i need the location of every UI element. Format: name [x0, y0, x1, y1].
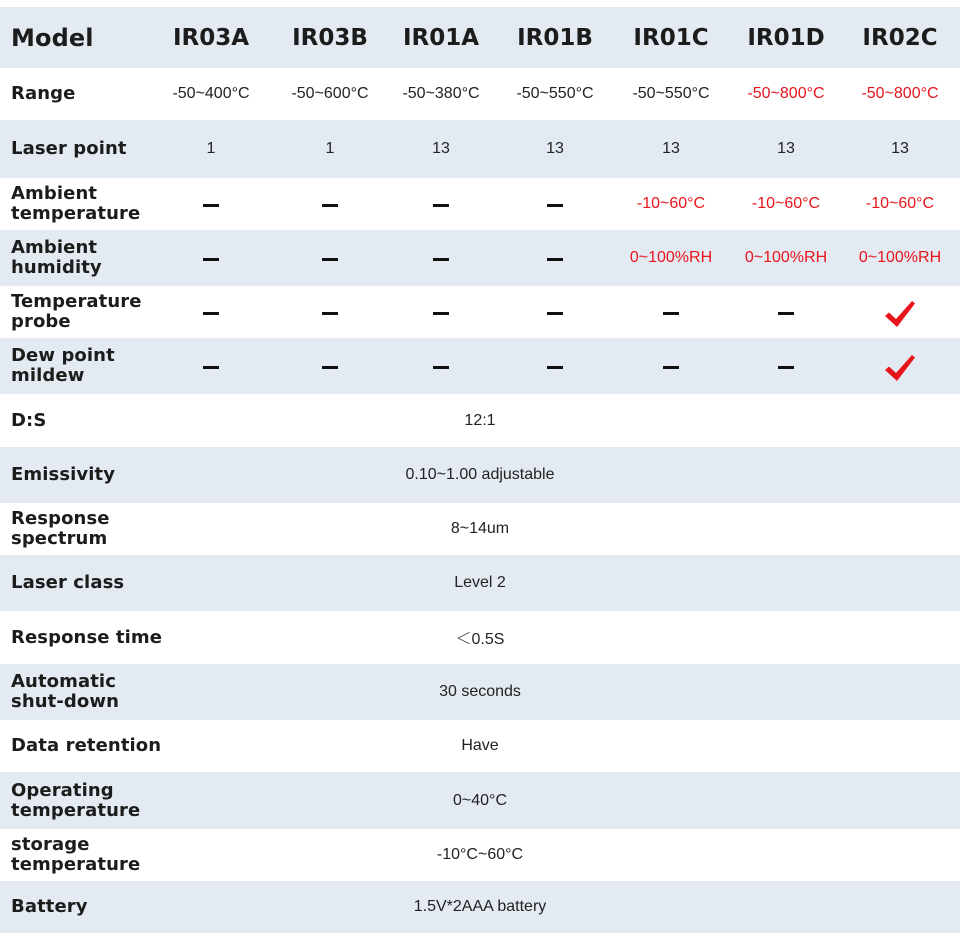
dash-icon [322, 312, 338, 315]
shared-value: ＜0.5S [455, 631, 505, 648]
spec-row [0, 286, 960, 338]
value-cell: -50~550°C [632, 85, 710, 102]
dash-icon [663, 366, 679, 369]
value-cell: 0~100%RH [629, 249, 713, 266]
shared-value: 0.10~1.00 adjustable [405, 466, 555, 483]
value-cell: 13 [891, 140, 909, 157]
spec-row [0, 829, 960, 881]
dash-icon [203, 366, 219, 369]
value-cell: -10~60°C [751, 195, 821, 212]
value-cell [270, 286, 390, 338]
shared-value: 8~14um [450, 520, 510, 537]
spec-row [0, 178, 960, 230]
dash-icon [322, 366, 338, 369]
model-name-ir01c: IR01C [633, 24, 709, 51]
spec-row [0, 230, 960, 286]
row-label: Temperature probe [11, 291, 142, 332]
value-cell: -50~800°C [747, 85, 825, 102]
value-cell [381, 338, 501, 394]
model-name-ir01d: IR01D [747, 24, 825, 51]
value-cell [611, 338, 731, 394]
spec-row [0, 503, 960, 555]
value-cell: 1 [325, 140, 335, 157]
model-name-ir01b: IR01B [517, 24, 593, 51]
dash-icon [778, 366, 794, 369]
value-cell: 13 [777, 140, 795, 157]
value-cell: 13 [432, 140, 450, 157]
dash-icon [547, 366, 563, 369]
row-label: storage temperature [11, 834, 141, 875]
value-cell [151, 338, 271, 394]
value-cell [495, 338, 615, 394]
row-label: D:S [11, 409, 47, 431]
dash-icon [203, 312, 219, 315]
shared-value: 0~40°C [453, 791, 507, 809]
shared-value: 1.5V*2AAA battery [413, 898, 547, 915]
row-label: Response spectrum [11, 508, 110, 549]
dash-icon [203, 258, 219, 261]
dash-icon [433, 204, 449, 207]
value-cell [495, 178, 615, 230]
value-cell [495, 230, 615, 286]
dash-icon [778, 312, 794, 315]
shared-value: Level 2 [454, 574, 506, 591]
row-label: Ambient temperature [11, 183, 141, 224]
row-label: Data retention [11, 735, 162, 756]
row-label: Battery [11, 896, 88, 917]
header-label: Model [11, 23, 94, 52]
row-label: Automatic shut-down [11, 671, 120, 712]
row-label: Laser class [11, 572, 125, 593]
value-cell [270, 178, 390, 230]
value-cell: 1 [206, 140, 216, 157]
row-label: Ambient humidity [11, 237, 102, 278]
spec-row [0, 720, 960, 772]
spec-row [0, 68, 960, 120]
row-label: Emissivity [11, 464, 116, 485]
value-cell [381, 286, 501, 338]
check-icon [883, 299, 917, 329]
dash-icon [547, 204, 563, 207]
value-cell [381, 178, 501, 230]
value-cell [840, 338, 960, 394]
value-cell [495, 286, 615, 338]
shared-value: 30 seconds [439, 683, 521, 700]
spec-row [0, 664, 960, 720]
dash-icon [322, 258, 338, 261]
shared-value: 12:1 [464, 411, 496, 429]
dash-icon [322, 204, 338, 207]
value-cell [840, 286, 960, 338]
spec-row [0, 611, 960, 664]
row-label: Range [11, 83, 76, 104]
value-cell: -50~800°C [861, 85, 939, 102]
dash-icon [433, 312, 449, 315]
value-cell [726, 286, 846, 338]
header-row [0, 7, 960, 68]
spec-row [0, 120, 960, 178]
value-cell [726, 338, 846, 394]
shared-value: Have [461, 737, 499, 754]
model-name-ir01a: IR01A [402, 24, 480, 51]
row-label: Laser point [11, 138, 127, 159]
value-cell: -50~600°C [291, 85, 369, 102]
spec-row [0, 338, 960, 394]
spec-row [0, 394, 960, 447]
model-name-ir03b: IR03B [292, 24, 368, 51]
spec-row [0, 447, 960, 503]
value-cell: -50~380°C [402, 85, 480, 102]
value-cell [151, 178, 271, 230]
model-name-ir03a: IR03A [172, 24, 250, 51]
spec-row [0, 772, 960, 829]
value-cell [611, 286, 731, 338]
value-cell [151, 286, 271, 338]
model-name-ir02c: IR02C [862, 24, 938, 51]
dash-icon [547, 258, 563, 261]
row-label: Response time [11, 626, 163, 648]
dash-icon [433, 366, 449, 369]
row-label: Dew point mildew [11, 345, 115, 386]
value-cell: -50~400°C [172, 85, 250, 102]
value-cell: 0~100%RH [858, 249, 942, 266]
spec-row [0, 881, 960, 933]
check-icon [883, 353, 917, 383]
value-cell [381, 230, 501, 286]
value-cell [151, 230, 271, 286]
value-cell: -10~60°C [865, 195, 935, 212]
spec-row [0, 555, 960, 611]
dash-icon [433, 258, 449, 261]
value-cell: -10~60°C [636, 195, 706, 212]
value-cell: 13 [662, 140, 680, 157]
dash-icon [203, 204, 219, 207]
value-cell: -50~550°C [516, 85, 594, 102]
row-label: Operating temperature [11, 779, 141, 821]
value-cell: 0~100%RH [744, 249, 828, 266]
shared-value: -10°C~60°C [436, 846, 524, 863]
value-cell [270, 338, 390, 394]
dash-icon [547, 312, 563, 315]
value-cell: 13 [546, 140, 564, 157]
dash-icon [663, 312, 679, 315]
value-cell [270, 230, 390, 286]
